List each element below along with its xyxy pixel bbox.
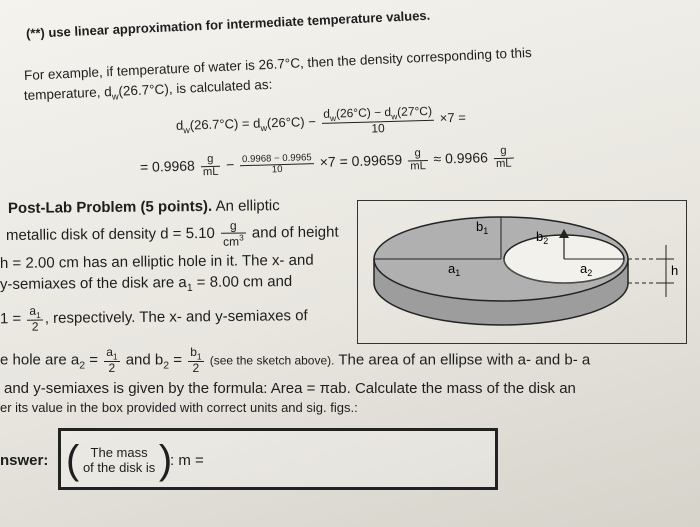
problem-line-5-frac xyxy=(27,305,43,334)
line6-frac-2-den: 2 xyxy=(192,361,200,376)
formula-fraction-2 xyxy=(240,153,314,176)
frac-num-d: d xyxy=(323,106,331,121)
disk-sketch xyxy=(357,200,687,344)
answer-label: nswer: xyxy=(0,452,49,469)
unit-num-1: g xyxy=(200,154,220,167)
answer-paren-line-1: The mass xyxy=(90,444,148,460)
unit-num-3: g xyxy=(493,146,513,159)
line6-frac-1-num-sub: 1 xyxy=(112,351,118,362)
formula-lhs: d xyxy=(175,117,184,133)
unit-den-2: mL xyxy=(410,159,426,173)
problem-line-4-sub: 1 xyxy=(186,281,193,295)
problem-line-2-end: and of height xyxy=(251,223,339,242)
answer-m-label: : m = xyxy=(170,452,204,469)
formula-line-1 xyxy=(176,104,467,141)
formula-mid: ×7 = 0.99659 xyxy=(319,151,403,170)
frac-num-sub-2: w xyxy=(391,111,398,122)
formula-lhs-arg: (26.7°C) = d xyxy=(189,115,261,133)
line6-frac-1-num-a: a xyxy=(106,345,113,359)
problem-line-7: and y-semiaxes is given by the formula: Area = πab. Calculate the mass of the disk an xyxy=(4,380,576,397)
line6-frac-2-num-b: b xyxy=(190,345,197,359)
problem-line-5-end: , respectively. The x- and y-semiaxes of xyxy=(44,307,308,327)
line6-frac-2-num-sub: 1 xyxy=(196,351,202,362)
frac2-num: 0.9968 − 0.9965 xyxy=(240,153,314,166)
unit-den-1: mL xyxy=(202,165,219,178)
disk-sketch-svg xyxy=(358,201,685,342)
paren-close-glyph: ) xyxy=(158,438,173,482)
answer-paren-line-2: of the disk is xyxy=(82,459,156,475)
density-unit xyxy=(221,219,246,247)
example-line-2-sub: w xyxy=(111,91,119,103)
line6-end: The area of an ellipse with a- and b- a xyxy=(338,351,591,369)
label-h: h xyxy=(671,263,679,278)
density-unit-den xyxy=(221,233,246,248)
formula-lhs-arg2: (26°C) − xyxy=(266,113,317,131)
line5-frac-num-a: a xyxy=(29,303,37,318)
line6-frac-1-num xyxy=(104,346,119,362)
formula-tail: ×7 = xyxy=(439,109,467,126)
density-unit-num: g xyxy=(221,219,246,233)
formula-minus: − xyxy=(225,156,235,173)
problem-line-2-start: metallic disk of density d = 5.10 xyxy=(5,224,215,245)
line6-start: e hole are a xyxy=(0,351,80,369)
label-a2-main: a xyxy=(580,261,588,276)
formula-lhs-sub-2: w xyxy=(260,122,268,134)
answer-paren xyxy=(66,438,172,483)
line6-frac-2 xyxy=(188,346,203,375)
problem-line-6 xyxy=(0,346,590,375)
line6-eq: = xyxy=(89,351,99,369)
problem-line-4 xyxy=(0,273,292,296)
line6-sub2: 2 xyxy=(163,359,170,372)
line6-frac-1-den: 2 xyxy=(108,361,116,376)
note-heading-text: use linear approximation for intermediate temperature values. xyxy=(48,7,431,40)
density-unit-den-text: cm xyxy=(223,234,240,249)
formula-approx: ≈ 0.9966 xyxy=(433,149,489,167)
frac-num-arg: (26°C) − d xyxy=(335,104,392,121)
line5-frac-num-sub: 1 xyxy=(36,309,41,321)
line5-frac-den: 2 xyxy=(31,319,39,334)
label-b2-sub: 2 xyxy=(543,236,549,246)
line6-and: and b xyxy=(125,351,164,369)
answer-paren-text xyxy=(83,446,155,476)
problem-line-8: er its value in the box provided with correct units and sig. figs.: xyxy=(0,400,358,415)
line5-frac-num xyxy=(27,305,43,321)
label-b2-main: b xyxy=(536,229,544,244)
problem-line-4-end: = 8.00 cm and xyxy=(196,272,293,291)
problem-line-5-start: 1 = xyxy=(0,310,22,328)
label-a2-sub: 2 xyxy=(587,268,593,278)
frac2-den: 10 xyxy=(271,163,283,176)
unit-g-ml-3 xyxy=(493,146,513,171)
problem-line-3: h = 2.00 cm has an elliptic hole in it. The x- and xyxy=(0,251,314,272)
unit-den-3: mL xyxy=(495,157,512,170)
paren-open-glyph: ( xyxy=(66,438,80,482)
problem-title: Post-Lab Problem (5 points). xyxy=(7,197,213,217)
problem-line-1 xyxy=(8,197,280,217)
label-a1-main: a xyxy=(448,261,456,276)
unit-g-ml-2 xyxy=(408,148,428,173)
problem-line-4-text: y-semiaxes of the disk are a xyxy=(0,274,187,293)
label-a1-sub: 1 xyxy=(455,268,461,278)
unit-g-ml-1 xyxy=(200,154,220,179)
line6-frac-1 xyxy=(104,346,119,375)
formula-line2-start: = 0.9968 xyxy=(139,157,196,175)
example-line-2-text: temperature, d xyxy=(23,84,112,103)
line6-eq2: = xyxy=(173,351,183,369)
frac-num-sub: w xyxy=(329,112,337,124)
formula-fraction xyxy=(321,105,435,137)
label-b1-sub: 1 xyxy=(483,226,489,236)
density-unit-exp: 3 xyxy=(239,232,244,243)
line6-sub: 2 xyxy=(79,359,86,372)
unit-num-2: g xyxy=(408,148,428,161)
problem-line-5 xyxy=(0,302,308,334)
problem-line-2 xyxy=(6,219,339,251)
problem-line-1-rest: An elliptic xyxy=(215,197,280,215)
note-heading xyxy=(26,8,431,41)
note-marker: (**) xyxy=(25,25,46,41)
label-b1-main: b xyxy=(476,219,484,234)
example-line-1: For example, if temperature of water is 26.7°C, then the density corresponding to this xyxy=(23,44,532,83)
line6-small: (see the sketch above). xyxy=(209,353,335,368)
formula-lhs-sub: w xyxy=(183,125,191,136)
line6-frac-2-num xyxy=(188,346,203,362)
formula-fraction-den: 10 xyxy=(371,121,385,136)
formula-line-2 xyxy=(140,146,516,181)
example-line-2-rest: (26.7°C), is calculated as: xyxy=(118,76,273,99)
frac-num-arg2: (27°C) xyxy=(396,103,433,119)
